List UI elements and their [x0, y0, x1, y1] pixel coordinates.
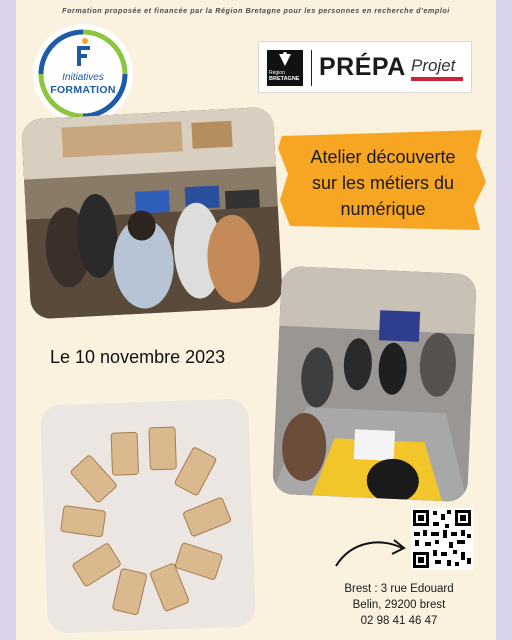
headline-line3: numérique	[340, 199, 426, 219]
workshop-photo	[21, 107, 283, 320]
ermine-icon	[267, 50, 303, 70]
funding-note: Formation proposée et financée par la Région Bretagne pour les personnes en recherche d'emploi	[62, 6, 450, 15]
prepa-word: PRÉPA	[319, 53, 406, 81]
prepa-projet-logo	[258, 41, 472, 93]
logo-line2: FORMATION	[50, 84, 116, 96]
region-line1: Région	[269, 70, 285, 76]
projet-word: Projet	[411, 56, 456, 75]
logo-line1: Initiatives	[62, 72, 104, 83]
region-line2: BRETAGNE	[269, 76, 300, 82]
workshop-headline	[278, 144, 488, 222]
arrow-icon	[332, 534, 410, 570]
address-line2: Belin, 29200 brest	[352, 599, 446, 611]
phone-number: 02 98 41 46 47	[360, 615, 438, 627]
headline-line2: sur les métiers du	[311, 173, 455, 193]
address-block	[326, 581, 472, 629]
qr-code[interactable]	[411, 508, 473, 570]
wooden-tags-illustration	[40, 398, 256, 633]
initiatives-formation-logo	[33, 24, 133, 124]
wooden-tags-photo	[40, 398, 256, 633]
region-bretagne-logo	[267, 50, 303, 86]
group-activity-illustration	[272, 266, 477, 502]
headline-line1: Atelier découverte	[310, 147, 456, 167]
workshop-illustration	[21, 107, 283, 320]
logo-separator	[311, 50, 312, 86]
address-line1: Brest : 3 rue Edouard	[344, 583, 454, 595]
projet-underline	[411, 77, 463, 81]
qr-code-icon	[411, 508, 473, 570]
group-activity-photo	[272, 266, 477, 502]
event-date: Le 10 novembre 2023	[50, 347, 226, 367]
